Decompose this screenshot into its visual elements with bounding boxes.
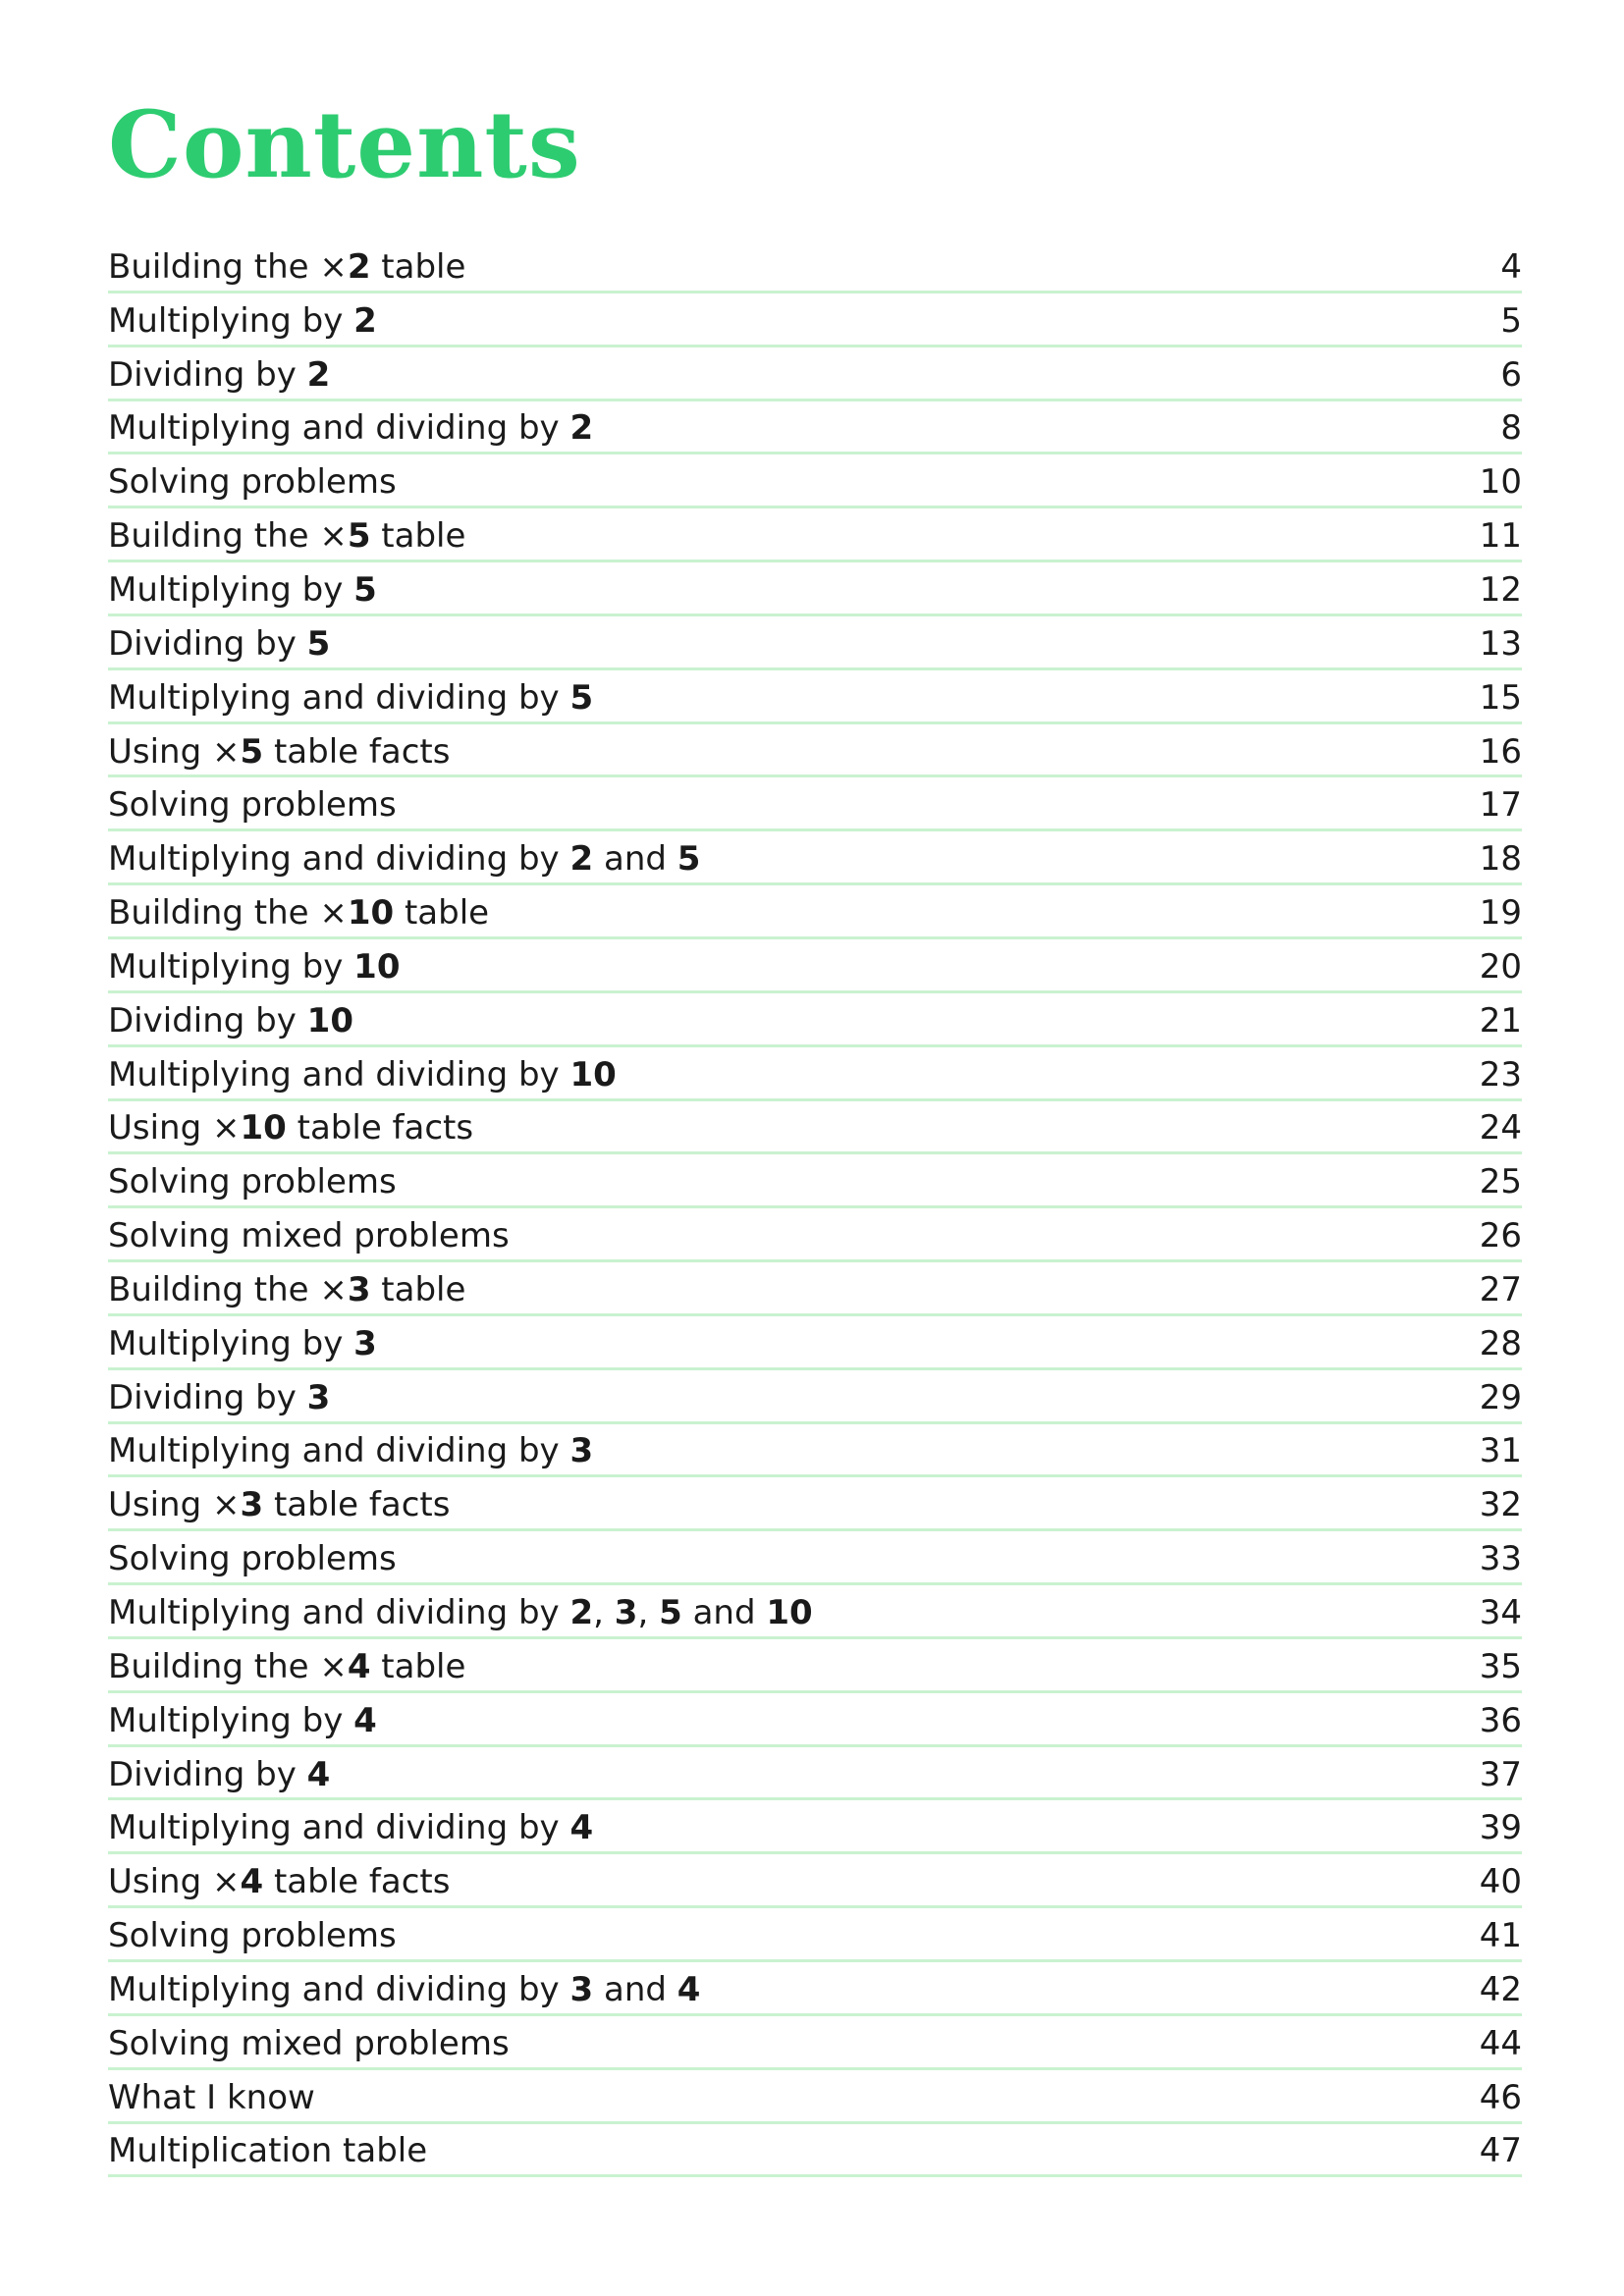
toc-entry-page: 13 <box>1479 623 1522 664</box>
toc-entry-page: 17 <box>1479 785 1522 826</box>
toc-entry <box>108 454 1522 508</box>
toc-entry-number: 2 <box>569 839 594 880</box>
toc-entry-title <box>108 893 489 933</box>
toc-entry-title <box>108 1593 813 1632</box>
toc-entry-title <box>108 839 700 879</box>
toc-entry <box>108 1962 1522 2016</box>
toc-entry-page: 44 <box>1479 2023 1522 2063</box>
toc-entry-number: 4 <box>677 1969 701 2009</box>
toc-entry <box>108 885 1522 939</box>
toc-entry-number: 10 <box>766 1593 813 1633</box>
toc-entry-page: 47 <box>1479 2131 1522 2171</box>
toc-entry-number: 10 <box>569 1054 617 1095</box>
toc-entry-number: 3 <box>347 1269 371 1309</box>
toc-entry-title <box>108 1862 450 1901</box>
table-of-contents <box>108 240 1522 2177</box>
toc-entry-number: 4 <box>240 1862 264 1902</box>
toc-entry-text: table <box>370 246 466 287</box>
toc-entry-page: 5 <box>1500 300 1522 341</box>
toc-entry-number: 3 <box>306 1377 331 1417</box>
toc-entry-text: Dividing by <box>108 1000 307 1041</box>
toc-entry-title <box>108 1539 397 1578</box>
toc-entry-text: Multiplying and dividing by <box>108 1808 570 1848</box>
toc-entry-text: Solving problems <box>108 785 397 826</box>
toc-entry <box>108 2124 1522 2178</box>
toc-entry-number: 3 <box>569 1969 594 2009</box>
toc-entry-title <box>108 2078 315 2117</box>
toc-entry-text: Building the × <box>108 1269 348 1309</box>
toc-entry-text: Multiplication table <box>108 2131 428 2171</box>
toc-entry <box>108 670 1522 724</box>
toc-entry-number: 10 <box>306 1000 353 1041</box>
toc-entry <box>108 1208 1522 1262</box>
toc-entry <box>108 993 1522 1047</box>
toc-entry-title <box>108 624 330 664</box>
toc-entry-page: 10 <box>1479 462 1522 503</box>
toc-entry-text: table facts <box>263 731 451 772</box>
toc-entry-page: 4 <box>1500 246 1522 287</box>
toc-entry-number: 3 <box>353 1323 377 1363</box>
toc-entry-text: Multiplying by <box>108 1323 354 1363</box>
toc-entry-title <box>108 408 593 448</box>
toc-entry-title <box>108 516 465 556</box>
toc-entry-text: , <box>593 1593 615 1633</box>
toc-entry <box>108 1693 1522 1747</box>
toc-entry <box>108 1908 1522 1962</box>
toc-entry-text: Multiplying and dividing by <box>108 408 570 449</box>
toc-entry-title <box>108 1378 330 1417</box>
toc-entry-title <box>108 2024 510 2063</box>
toc-entry-title <box>108 732 450 772</box>
toc-entry-text: Using × <box>108 1108 241 1148</box>
toc-entry-text: , <box>637 1593 660 1633</box>
toc-entry-text: table facts <box>263 1862 451 1902</box>
toc-entry-text: Multiplying and dividing by <box>108 1969 570 2009</box>
toc-entry-text: Solving mixed problems <box>108 2023 510 2063</box>
toc-entry <box>108 1747 1522 1801</box>
toc-entry <box>108 724 1522 778</box>
toc-entry-text: What I know <box>108 2077 315 2117</box>
toc-entry-text: table <box>370 1269 466 1309</box>
toc-entry-text: Building the × <box>108 893 348 934</box>
toc-entry-text: Dividing by <box>108 1754 307 1794</box>
toc-entry-text: Multiplying by <box>108 569 354 610</box>
toc-entry-title <box>108 2131 427 2170</box>
toc-entry-page: 12 <box>1479 569 1522 610</box>
toc-entry <box>108 1154 1522 1208</box>
toc-entry-text: Building the × <box>108 246 348 287</box>
toc-entry <box>108 294 1522 347</box>
toc-entry-text: Building the × <box>108 516 348 557</box>
toc-entry-title <box>108 1431 593 1470</box>
toc-entry-title <box>108 1808 593 1847</box>
toc-entry-page: 6 <box>1500 354 1522 395</box>
toc-entry-page: 23 <box>1479 1054 1522 1095</box>
toc-entry <box>108 2016 1522 2070</box>
toc-entry-page: 33 <box>1479 1539 1522 1579</box>
toc-entry-text: Multiplying by <box>108 1700 354 1740</box>
toc-entry-text: table <box>370 516 466 557</box>
toc-entry-title <box>108 462 397 502</box>
toc-entry-number: 3 <box>569 1431 594 1471</box>
toc-entry-title <box>108 947 400 987</box>
toc-entry-text: Solving mixed problems <box>108 1216 510 1256</box>
toc-entry-title <box>108 1970 700 2009</box>
toc-entry-number: 4 <box>353 1700 377 1740</box>
toc-entry-page: 46 <box>1479 2077 1522 2117</box>
page-title: Contents <box>108 91 581 199</box>
toc-entry-text: Multiplying and dividing by <box>108 839 570 880</box>
toc-entry-title <box>108 301 377 341</box>
toc-entry <box>108 1477 1522 1531</box>
toc-entry-page: 18 <box>1479 839 1522 880</box>
toc-entry-number: 3 <box>240 1485 264 1525</box>
toc-entry-page: 32 <box>1479 1485 1522 1525</box>
toc-entry-text: Multiplying by <box>108 946 354 987</box>
toc-entry-text: table <box>370 1646 466 1686</box>
toc-entry <box>108 1047 1522 1101</box>
toc-entry-page: 16 <box>1479 731 1522 772</box>
toc-entry-text: table facts <box>286 1108 474 1148</box>
toc-entry <box>108 1424 1522 1478</box>
toc-entry-number: 10 <box>240 1108 287 1148</box>
toc-entry-text: and <box>593 839 677 880</box>
toc-entry-number: 2 <box>347 246 371 287</box>
toc-entry-page: 41 <box>1479 1916 1522 1956</box>
toc-entry-title <box>108 1701 377 1740</box>
toc-entry-number: 2 <box>353 300 377 341</box>
toc-entry-page: 11 <box>1479 516 1522 557</box>
toc-entry <box>108 1316 1522 1370</box>
toc-entry-text: and <box>681 1593 767 1633</box>
toc-entry-text: Multiplying by <box>108 300 354 341</box>
toc-entry-number: 5 <box>659 1593 682 1633</box>
toc-entry <box>108 777 1522 831</box>
toc-entry <box>108 1370 1522 1424</box>
toc-entry <box>108 1800 1522 1854</box>
toc-entry-page: 25 <box>1479 1162 1522 1202</box>
toc-entry-text: and <box>593 1969 677 2009</box>
toc-entry-text: Using × <box>108 731 241 772</box>
toc-entry-number: 10 <box>353 946 401 987</box>
toc-entry-text: table facts <box>263 1485 451 1525</box>
toc-entry-text: Dividing by <box>108 1377 307 1417</box>
toc-entry-number: 5 <box>240 731 264 772</box>
toc-entry-page: 24 <box>1479 1108 1522 1148</box>
toc-entry-title <box>108 1324 377 1363</box>
toc-entry-number: 4 <box>347 1646 371 1686</box>
toc-entry-page: 26 <box>1479 1216 1522 1256</box>
toc-entry-text: Dividing by <box>108 623 307 664</box>
toc-entry-page: 27 <box>1479 1269 1522 1309</box>
toc-entry <box>108 1639 1522 1693</box>
toc-entry-title <box>108 1162 397 1201</box>
toc-entry-number: 3 <box>614 1593 638 1633</box>
toc-entry-page: 8 <box>1500 408 1522 449</box>
toc-entry-number: 10 <box>347 893 395 934</box>
toc-entry-text: Multiplying and dividing by <box>108 1431 570 1471</box>
toc-entry <box>108 1585 1522 1639</box>
toc-entry-page: 28 <box>1479 1323 1522 1363</box>
toc-entry-number: 5 <box>353 569 377 610</box>
toc-entry <box>108 2070 1522 2124</box>
toc-entry-page: 21 <box>1479 1000 1522 1041</box>
toc-entry <box>108 240 1522 294</box>
toc-entry-page: 29 <box>1479 1377 1522 1417</box>
toc-entry-text: Building the × <box>108 1646 348 1686</box>
toc-entry-number: 4 <box>569 1808 594 1848</box>
toc-entry-title <box>108 1001 353 1041</box>
toc-entry-number: 2 <box>569 1593 594 1633</box>
toc-entry <box>108 347 1522 401</box>
toc-entry-text: Multiplying and dividing by <box>108 1054 570 1095</box>
toc-entry-title <box>108 1055 617 1095</box>
toc-entry-page: 19 <box>1479 893 1522 934</box>
toc-entry-number: 2 <box>569 408 594 449</box>
toc-entry-title <box>108 247 465 287</box>
toc-entry-title <box>108 570 377 610</box>
toc-entry <box>108 508 1522 562</box>
toc-entry-number: 5 <box>677 839 701 880</box>
toc-entry <box>108 1101 1522 1155</box>
toc-entry-text: Solving problems <box>108 1916 397 1956</box>
toc-entry-text: Multiplying and dividing by <box>108 1593 570 1633</box>
toc-entry <box>108 1262 1522 1316</box>
toc-entry <box>108 616 1522 670</box>
toc-entry-text: Solving problems <box>108 462 397 503</box>
toc-entry-text: Dividing by <box>108 354 307 395</box>
toc-entry-number: 4 <box>306 1754 331 1794</box>
toc-entry-text: Using × <box>108 1485 241 1525</box>
toc-entry-text: Solving problems <box>108 1162 397 1202</box>
toc-entry-page: 20 <box>1479 946 1522 987</box>
toc-entry-title <box>108 785 397 825</box>
toc-entry <box>108 831 1522 885</box>
toc-entry-page: 40 <box>1479 1862 1522 1902</box>
toc-entry-title <box>108 1270 465 1309</box>
toc-entry-title <box>108 1216 510 1255</box>
toc-entry-title <box>108 355 330 395</box>
toc-entry <box>108 1531 1522 1585</box>
toc-entry-number: 5 <box>569 677 594 718</box>
toc-entry <box>108 562 1522 616</box>
toc-entry-number: 5 <box>306 623 331 664</box>
toc-entry-page: 34 <box>1479 1593 1522 1633</box>
toc-entry-page: 35 <box>1479 1646 1522 1686</box>
toc-entry-text: Using × <box>108 1862 241 1902</box>
toc-entry-text: Solving problems <box>108 1539 397 1579</box>
toc-entry-title <box>108 1485 450 1524</box>
toc-entry-text: Multiplying and dividing by <box>108 677 570 718</box>
toc-entry-page: 36 <box>1479 1700 1522 1740</box>
toc-entry-title <box>108 678 593 718</box>
toc-entry-title <box>108 1755 330 1794</box>
toc-entry-title <box>108 1647 465 1686</box>
toc-entry-title <box>108 1108 473 1148</box>
toc-entry-page: 31 <box>1479 1431 1522 1471</box>
toc-entry-title <box>108 1916 397 1955</box>
toc-entry-page: 39 <box>1479 1808 1522 1848</box>
toc-entry-text: table <box>394 893 490 934</box>
toc-entry <box>108 939 1522 993</box>
toc-entry <box>108 401 1522 455</box>
toc-entry-page: 37 <box>1479 1754 1522 1794</box>
toc-entry <box>108 1854 1522 1908</box>
toc-entry-number: 5 <box>347 516 371 557</box>
toc-entry-page: 15 <box>1479 677 1522 718</box>
toc-entry-number: 2 <box>306 354 331 395</box>
toc-entry-page: 42 <box>1479 1969 1522 2009</box>
